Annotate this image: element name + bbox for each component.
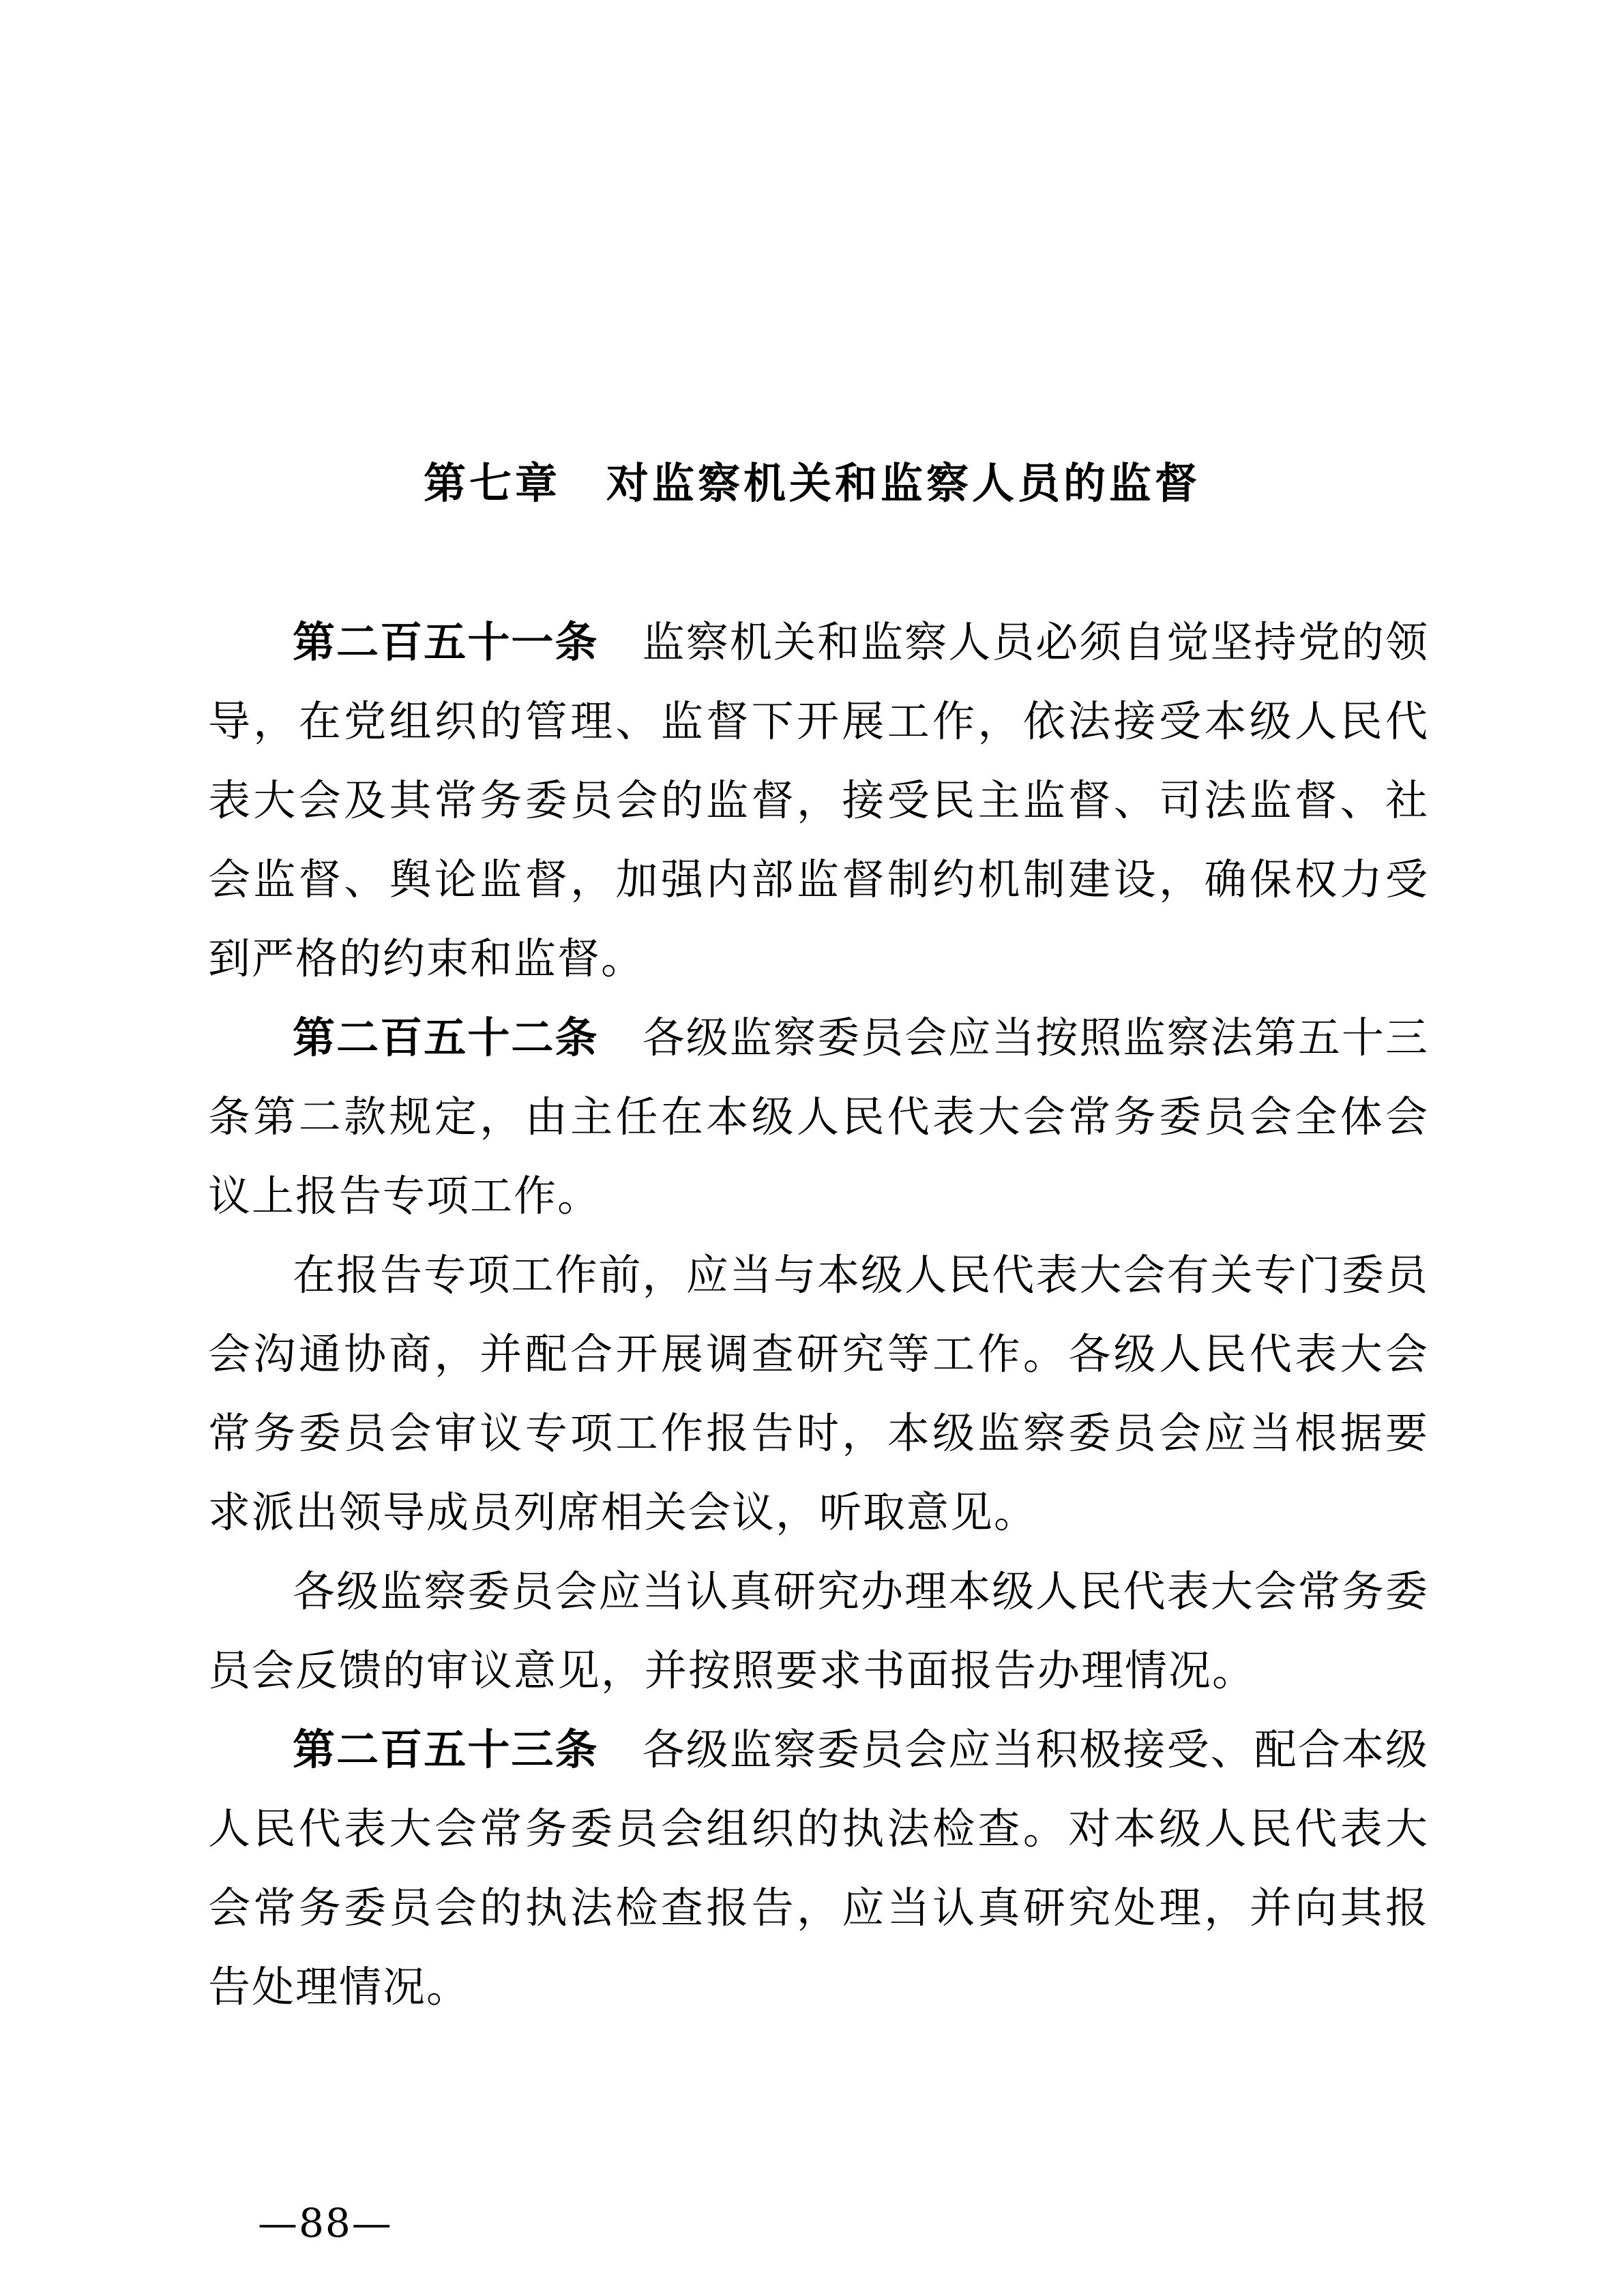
paragraph-article-251 [208, 603, 1429, 999]
paragraph-article-252 [208, 999, 1429, 1236]
article-253-number: 第二百五十三条 [293, 1727, 643, 1774]
article-252-clause-3-text: 各级监察委员会应当认真研究办理本级人民代表大会常务委员会反馈的审议意见，并按照要求书面报告办理情况。 [208, 1569, 1429, 1695]
page-number: —88— [258, 2200, 393, 2246]
paragraph-article-252-clause-3 [208, 1553, 1429, 1711]
article-252-clause-2-text: 在报告专项工作前，应当与本级人民代表大会有关专门委员会沟通协商，并配合开展调查研究等工作。各级人民代表大会常务委员会审议专项工作报告时，本级监察委员会应当根据要求派出领导成员列席相关会议，听取意见。 [208, 1253, 1429, 1536]
document-body [208, 603, 1429, 2027]
article-252-text: 各级监察委员会应当按照监察法第五十三条第二款规定，由主任在本级人民代表大会常务委员会全体会议上报告专项工作。 [208, 1015, 1429, 1220]
article-253-text: 各级监察委员会应当积极接受、配合本级人民代表大会常务委员会组织的执法检查。对本级人民代表大会常务委员会的执法检查报告，应当认真研究处理，并向其报告处理情况。 [208, 1727, 1429, 2011]
paragraph-article-252-clause-2 [208, 1236, 1429, 1553]
chapter-heading: 第七章 对监察机关和监察人员的监督 [423, 460, 1200, 507]
article-252-number: 第二百五十二条 [293, 1015, 643, 1062]
article-251-number: 第二百五十一条 [293, 619, 643, 666]
article-251-text: 监察机关和监察人员必须自觉坚持党的领导，在党组织的管理、监督下开展工作，依法接受本级人民代表大会及其常务委员会的监督，接受民主监督、司法监督、社会监督、舆论监督，加强内部监督制约机制建设，确保权力受到严格的约束和监督。 [208, 620, 1429, 983]
paragraph-article-253 [208, 1711, 1429, 2027]
